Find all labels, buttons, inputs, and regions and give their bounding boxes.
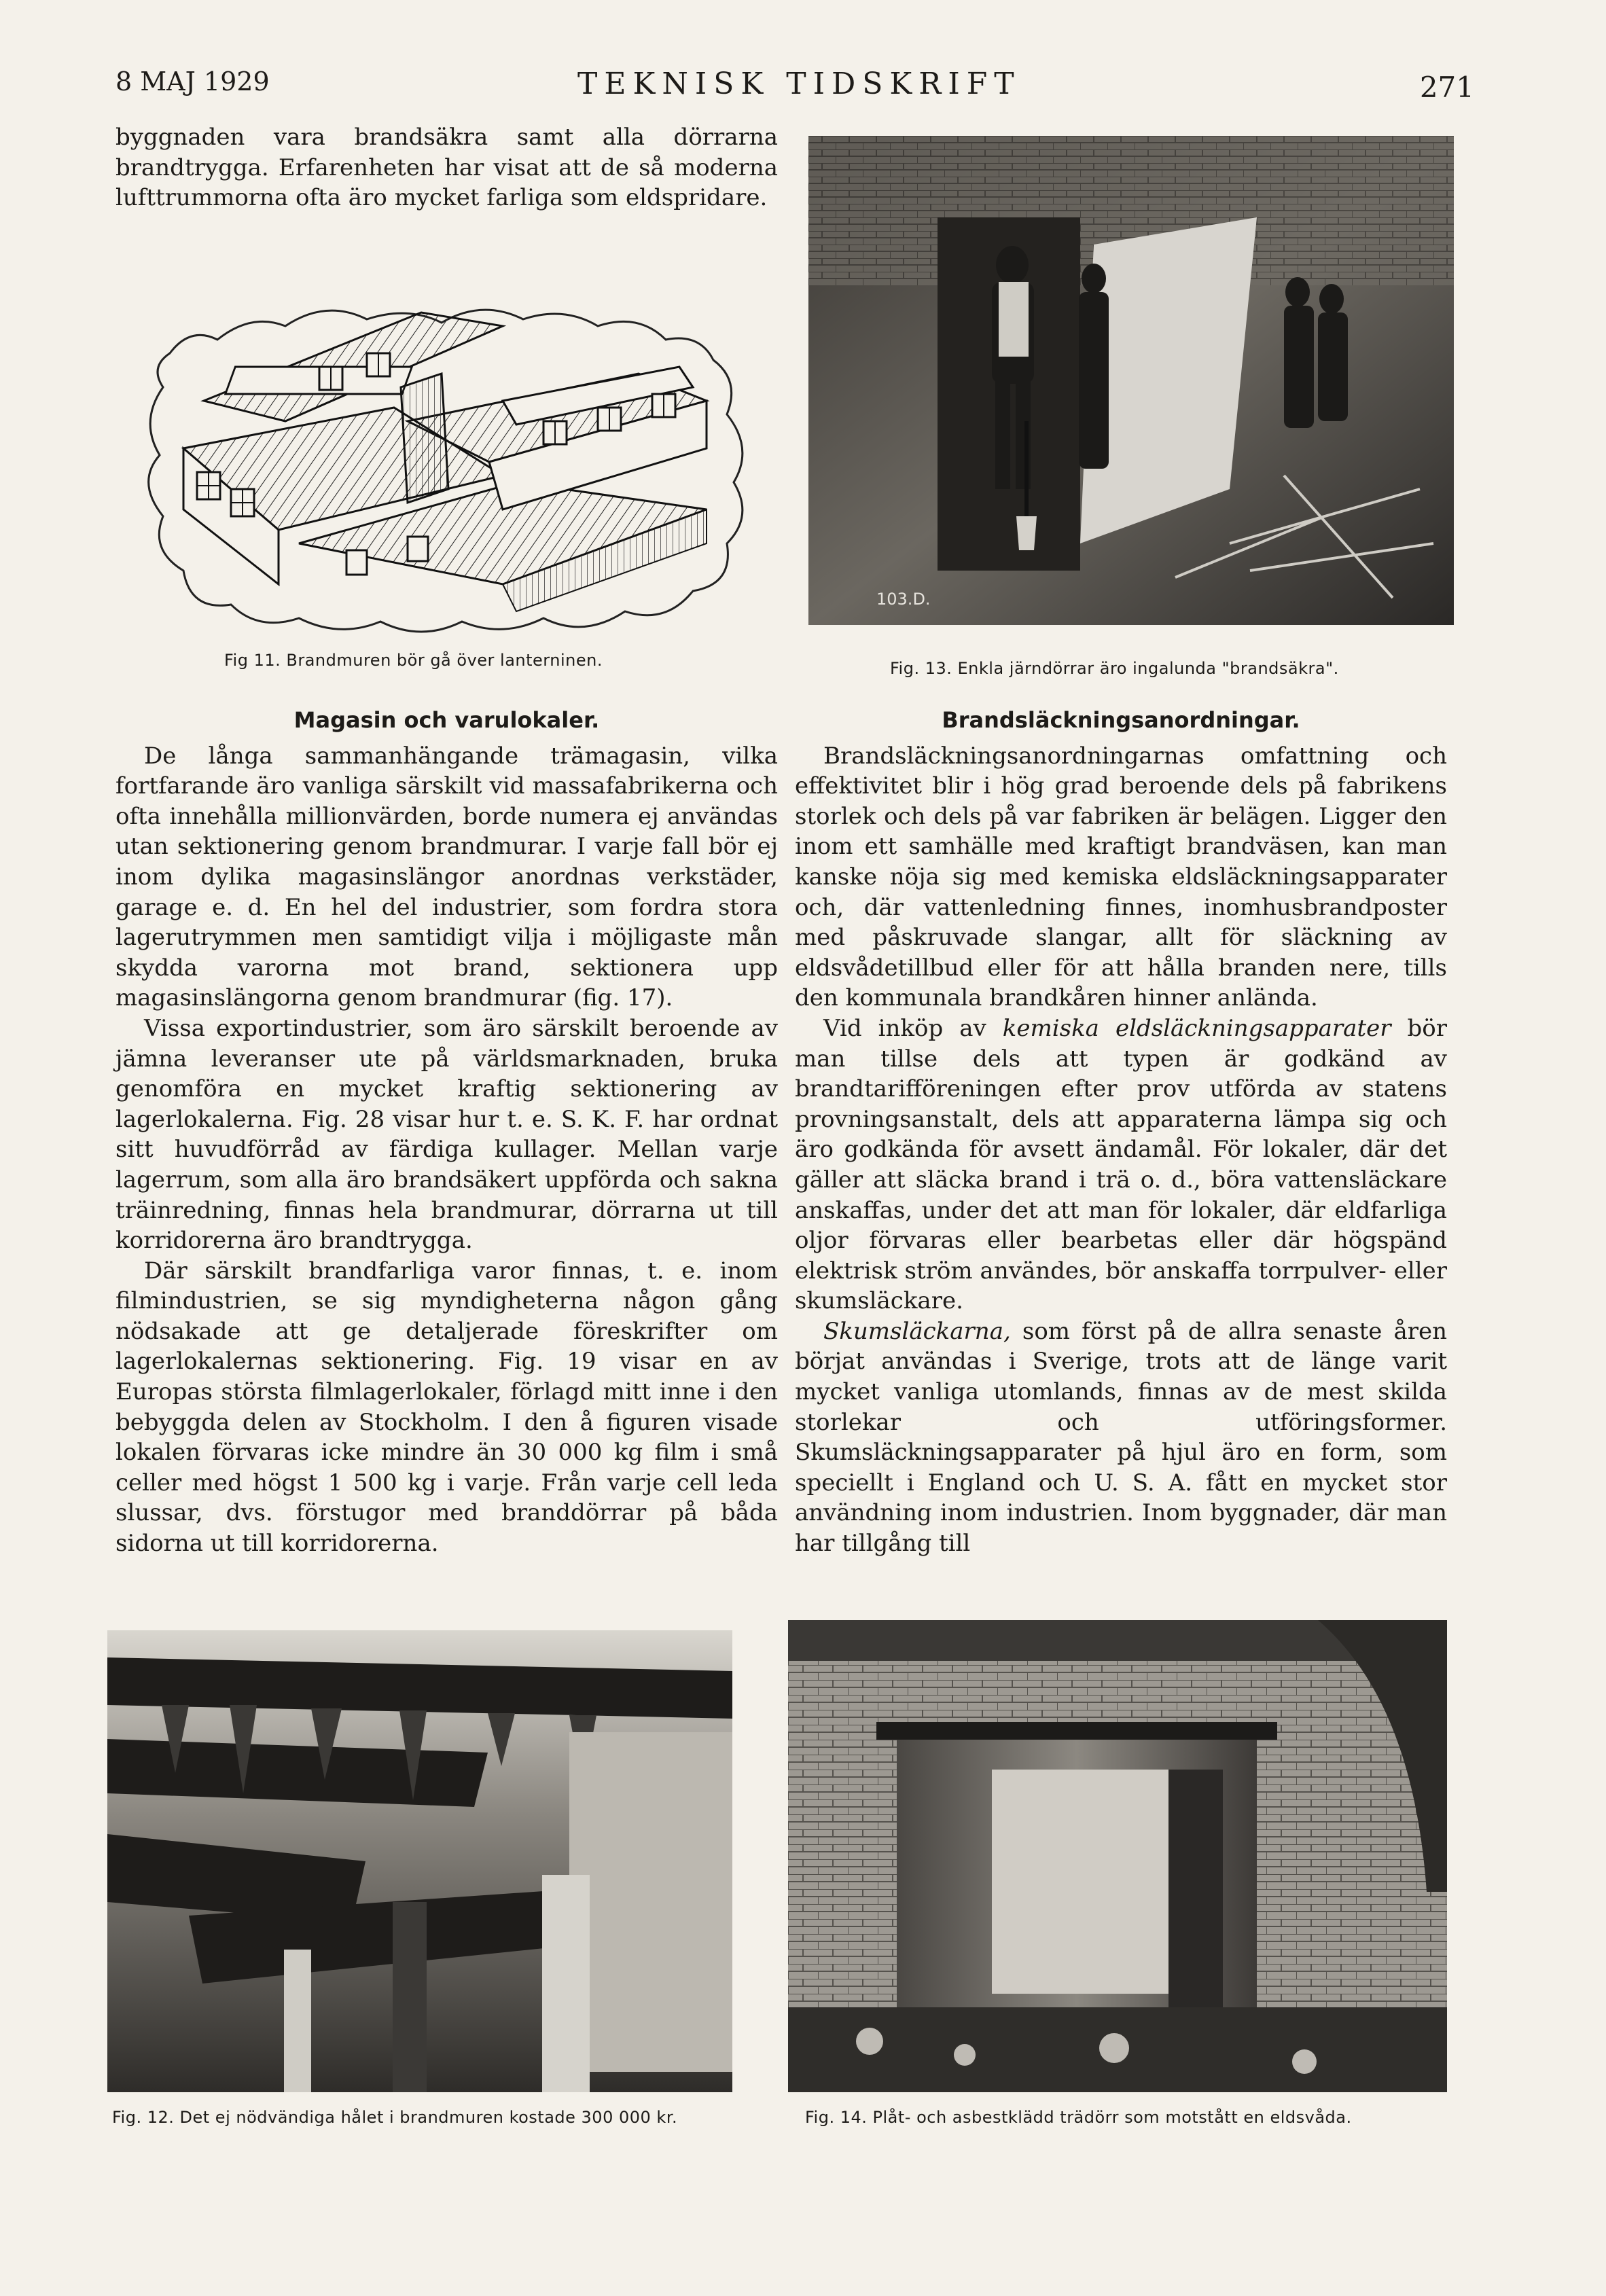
figure-14-caption: Fig. 14. Plåt- och asbestklädd trädörr som motstått en eldsvåda. (805, 2108, 1352, 2127)
left-paragraph-1: De långa sammanhängande trämagasin, vilka fortfarande äro vanliga särskilt vid massafabrikerna och ofta innehålla millionvärden, borde numera ej användas utan sektionering genom brandmurar. I varje fall bör ej inom dylika magasinslängor anordnas verkstäder, garage e. d. En hel del industrier, som fordra stora lagerutrymmen men samtidigt vilja i möjligaste mån skydda varorna mot brand, sektionera upp magasinslängorna genom brandmurar (fig. 17). (115, 742, 778, 1012)
right-p2-term: kemiska eldsläckningsapparater (1002, 1014, 1391, 1042)
photo-mark: 103.D. (876, 590, 931, 609)
section-heading-brandslackning: Brandsläckningsanordningar. (942, 707, 1300, 733)
figure-12-caption: Fig. 12. Det ej nödvändiga hålet i brandmuren kostade 300 000 kr. (112, 2108, 678, 2127)
left-top-text-block (115, 122, 778, 213)
left-top-paragraph: byggnaden vara brandsäkra samt alla dörrarna brandtrygga. Erfarenheten har visat att de så moderna lufttrummorna ofta äro mycket farliga som eldspridare. (115, 124, 778, 212)
right-p3-term: Skumsläckarna, (823, 1317, 1011, 1345)
figure-12-photo (107, 1630, 732, 2092)
right-paragraph-1: Brandsläckningsanordningarnas omfattning och effektivitet blir i hög grad beroende dels på fabrikens storlek och dels på var fabriken är belägen. Ligger den inom ett samhälle med kraftigt brandväsen, kan man kanske nöja sig med kemiska eldsläckningsapparater och, där vattenledning finnes, inomhusbrandposter med påskruvade slangar, allt för släckning av eldsvådetillbud eller för att hålla branden nere, tills den kommunala brandkåren hinner anlända. (795, 742, 1447, 1012)
left-paragraph-3: Där särskilt brandfarliga varor finnas, t. e. inom filmindustrien, se sig myndigheterna någon gång nödsakade att ge detaljerade föreskrifter om lagerlokalernas sektionering. Fig. 19 visar en av Europas största filmlagerlokaler, förlagd mitt inne i den bebyggda delen av Stockholm. I den å figuren visade lokalen förvaras icke mindre än 30 000 kg film i små celler med högst 1 500 kg i varje. Från varje cell leda slussar, dvs. förstugor med branddörrar på båda sidorna ut till korridorerna. (115, 1257, 778, 1558)
right-p2-lead: Vid inköp av (823, 1014, 1003, 1042)
right-column (795, 705, 1447, 1559)
right-p3-rest: som först på de allra senaste åren börjat användas i Sverige, trots att de länge varit mycket vanliga utomlands, finnas av de mest skilda storlekar och utföringsformer. Skumsläckningsapparater på hjul äro en form, som speciellt i England och U. S. A. fått en mycket stor användning inom industrien. Inom byggnader, där man har tillgång till (795, 1317, 1447, 1558)
figure-13-photo (808, 136, 1454, 625)
firewall-hole-photo (107, 1630, 732, 2092)
running-header (115, 62, 1474, 110)
right-paragraph-2 (795, 1014, 1447, 1316)
journal-title: TEKNISK TIDSKRIFT (577, 67, 1021, 101)
figure-11-drawing (122, 285, 795, 645)
asbestos-door-photo (788, 1620, 1447, 2092)
page-number: 271 (1419, 71, 1474, 104)
left-column (115, 705, 778, 1559)
figure-14-photo (788, 1620, 1447, 2092)
left-paragraph-2: Vissa exportindustrier, som äro särskilt beroende av jämna leveranser ute på världsmarknaden, bruka genomföra en mycket kraftig sektionering av lagerlokalerna. Fig. 28 visar hur t. e. S. K. F. har ordnat sitt huvudförråd av färdiga kullager. Mellan varje lagerrum, som alla äro brandsäkert uppförda och sakna träinredning, finnas hela brandmurar, dörrarna ut till korridorerna äro brandtrygga. (115, 1014, 778, 1255)
right-paragraph-3 (795, 1316, 1447, 1559)
figure-13-caption: Fig. 13. Enkla järndörrar äro ingalunda "brandsäkra". (890, 659, 1339, 678)
iron-doors-photo (808, 136, 1454, 625)
right-p2-rest: bör man tillse dels att typen är godkänd av brandtarifföreningen efter prov utförda av statens provningsanstalt, dels att apparaterna lämpa sig och äro godkända för avsett ändamål. För lokaler, där det gäller att släcka brand i trä o. d., böra vattensläckare anskaffas, under det att man för lokaler, där eldfarliga oljor förvaras eller bearbetas eller där högspänd elektrisk ström användes, bör anskaffa torrpulver- eller skumsläckare. (795, 1014, 1448, 1315)
section-heading-magasin: Magasin och varulokaler. (293, 707, 600, 733)
issue-date: 8 MAJ 1929 (115, 67, 270, 96)
factory-drawing (122, 285, 795, 645)
figure-11-caption: Fig 11. Brandmuren bör gå över lanterninen. (224, 651, 603, 670)
